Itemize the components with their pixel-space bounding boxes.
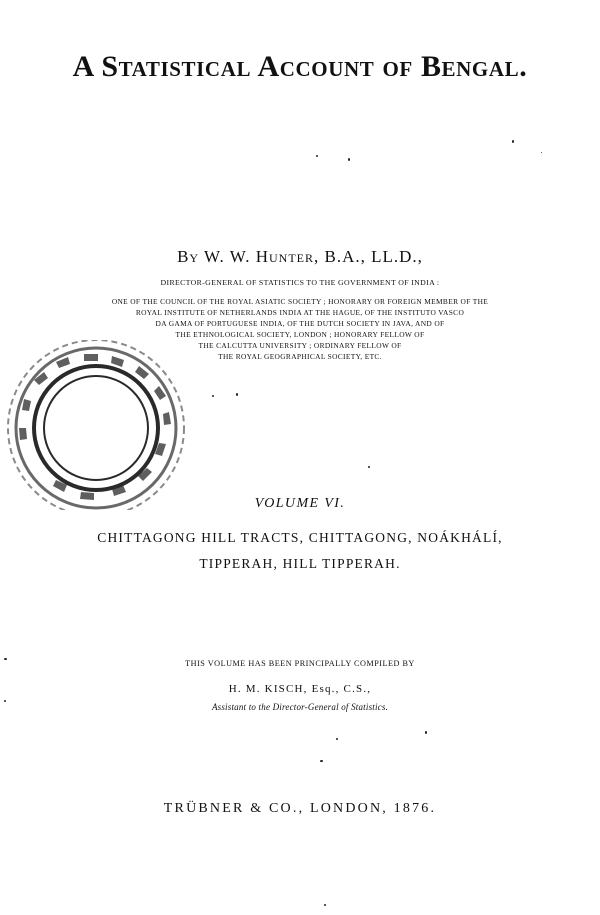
scan-speck (425, 731, 427, 734)
credentials-line: ROYAL INSTITUTE OF NETHERLANDS INDIA AT THE HAGUE, OF THE INSTITUTO VASCO (135, 308, 465, 317)
credentials-line: THE ROYAL GEOGRAPHICAL SOCIETY, ETC. (218, 352, 382, 361)
author-position: DIRECTOR-GENERAL OF STATISTICS TO THE GOVERNMENT OF INDIA : (160, 278, 440, 287)
compiler-title: Assistant to the Director-General of Statistics. (211, 702, 389, 712)
districts-line: CHITTAGONG HILL TRACTS, CHITTAGONG, NOÁKHÁLÍ, (97, 530, 503, 545)
library-stamp-icon (4, 340, 204, 510)
districts-line: TIPPERAH, HILL TIPPERAH. (199, 556, 401, 571)
credentials-line: DA GAMA OF PORTUGUESE INDIA, OF THE DUTCH SOCIETY IN JAVA, AND OF (155, 319, 445, 328)
volume-number: VOLUME VI. (254, 496, 346, 511)
credentials-line: ONE OF THE COUNCIL OF THE ROYAL ASIATIC SOCIETY ; HONORARY OR FOREIGN MEMBER OF THE (111, 297, 489, 306)
scan-speck (512, 140, 514, 143)
scan-speck (348, 158, 350, 161)
credentials-line: THE ETHNOLOGICAL SOCIETY, LONDON ; HONORARY FELLOW OF (175, 330, 425, 339)
compiled-by-note: THIS VOLUME HAS BEEN PRINCIPALLY COMPILED BY (185, 659, 415, 668)
scan-speck (316, 155, 318, 157)
scan-speck (4, 700, 6, 702)
scan-speck (212, 395, 214, 397)
compiler-name: H. M. KISCH, Esq., C.S., (228, 683, 372, 695)
publisher-imprint: TRÜBNER & CO., LONDON, 1876. (163, 801, 437, 816)
scan-speck (236, 393, 238, 396)
scan-speck (324, 904, 326, 906)
scan-speck (4, 658, 7, 660)
scan-speck (368, 466, 370, 468)
credentials-line: THE CALCUTTA UNIVERSITY ; ORDINARY FELLOW OF (198, 341, 402, 350)
scan-speck (541, 152, 542, 153)
scan-speck (320, 760, 323, 762)
scan-speck (336, 738, 338, 740)
book-title: A Statistical Account of Bengal. (72, 50, 528, 83)
author-line: By W. W. Hunter, B.A., LL.D., (177, 247, 423, 266)
